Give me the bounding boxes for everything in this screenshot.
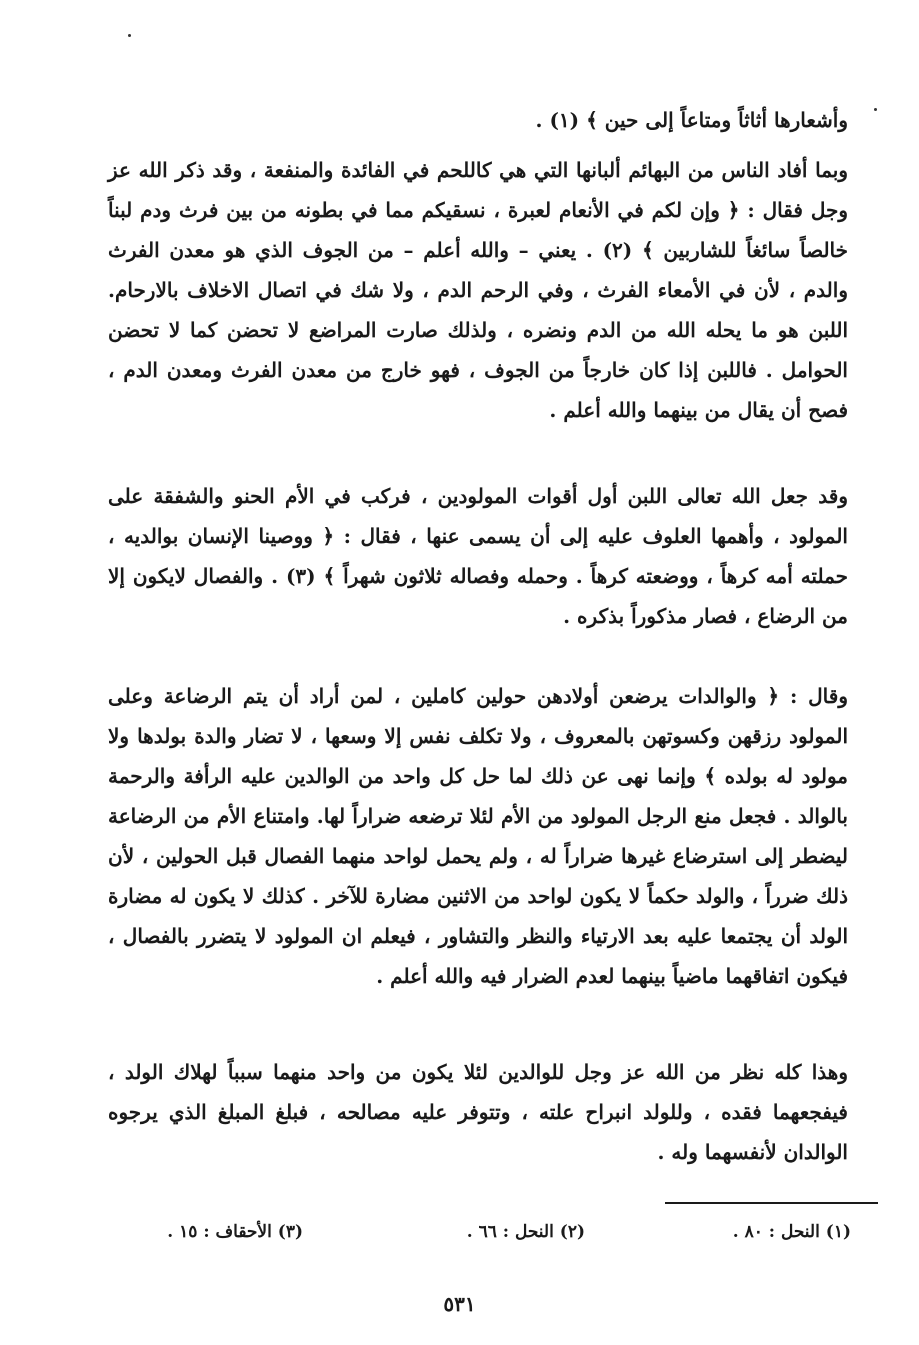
paragraph-4: وقال : ﴿ والوالدات يرضعن أولادهن حولين كاملين ، لمن أراد أن يتم الرضاعة وعلى المولود رزقهن وكسوتهن بالمعروف ، ولا تكلف نفس إلا وسعها ، لا تضار والدة بولدها ولا مولود له بولده ﴾ وإنما نهى عن ذلك لما حل كل واحد من الوالدين عليه الرأفة والرحمة بالوالد . فجعل منع الرجل المولود من الأم لئلا ترضعه ضراراً لها. وامتناع الأم من الرضاعة ليضطر إلى استرضاع غيرها ضراراً له ، ولم يحمل لواحد منهما الفصال قبل الحولين ، لأن ذلك ضرراً ، والولد حكماً لا يكون لواحد من الاثنين مضارة للآخر . كذلك لا يكون له مضارة الولد أن يجتمعا عليه بعد الارتياء والنظر والتشاور ، فيعلم ان المولود لا يتضرر بالفصال ، فيكون اتفاقهما ماضياً بينهما لعدم الضرار فيه والله أعلم . [108,684,848,988]
footnote-1: (١) النحل : ٨٠ . [732,1222,851,1242]
scan-speck [128,34,131,37]
footnote-2: (٢) النحل : ٦٦ . [466,1222,585,1242]
paragraph-5: وهذا كله نظر من الله عز وجل للوالدين لئلا يكون من واحد منهما سبباً لهلاك الولد ، فيفجعهما فقده ، وللولد انبراح علته ، وتتوفر عليه مصالحه ، فبلغ المبلغ الذي يرجوه الوالدان لأنفسهما وله . [108,1060,848,1164]
paragraph-3: وقد جعل الله تعالى اللبن أول أقوات المولودين ، فركب في الأم الحنو والشفقة على المولود ، وأهمها العلوف عليه إلى أن يسمى عنها ، فقال : ﴿ ووصينا الإنسان بوالديه ، حملته أمه كرهاً ، ووضعته كرهاً . وحمله وفصاله ثلاثون شهراً ﴾ (٣) . والفصال لايكون إلا من الرضاع ، فصار مذكوراً بذكره . [108,484,849,628]
footnote-divider [665,1202,878,1204]
paragraph-1: وأشعارها أثاثاً ومتاعاً إلى حين ﴾ (١) . [535,108,848,132]
page-number: ٥٣١ [443,1292,476,1316]
paragraph-2: وبما أفاد الناس من البهائم ألبانها التي هي كاللحم في الفائدة والمنفعة ، وقد ذكر الله عز وجل فقال : ﴿ وإن لكم في الأنعام لعبرة ، نسقيكم مما في بطونه من بين فرث ودم لبناً خالصاً سائغاً للشاربين ﴾ (٢) . يعني – والله أعلم – من الجوف الذي هو معدن الفرث والدم ، لأن في الأمعاء الفرث ، وفي الرحم الدم ، ولا شك في اتصال الاخلاف بالارحام. اللبن هو ما يحله الله من الدم ونضره ، ولذلك صارت المراضع لا تحضن كما لا تحضن الحوامل . فاللبن إذا كان خارجاً من الجوف ، فهو خارج من معدن الفرث ومعدن الدم ، فصح أن يقال من بينهما والله أعلم . [108,158,848,422]
scan-speck [874,108,877,111]
footnote-3: (٣) الأحقاف : ١٥ . [167,1222,303,1242]
